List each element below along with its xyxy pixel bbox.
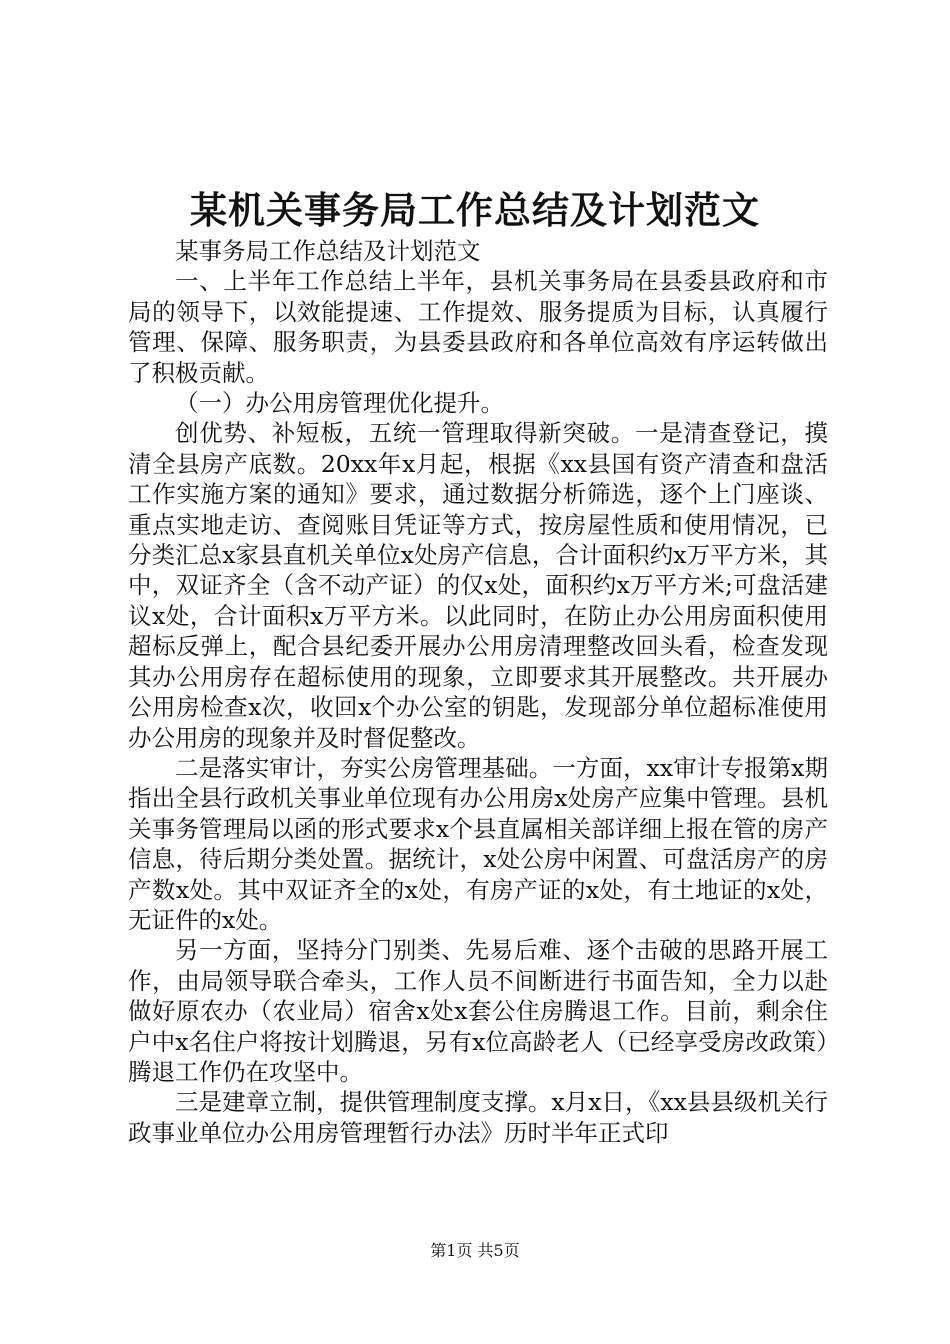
document-title: 某机关事务局工作总结及计划范文 (190, 188, 760, 232)
paragraph-registration: 创优势、补短板，五统一管理取得新突破。一是清查登记，摸清全县房产底数。20xx年x月起，根据《xx县国有资产清查和盘活工作实施方案的通知》要求，通过数据分析筛选，逐个上门座谈、重点实地走访、查阅账目凭证等方式，按房屋性质和使用情况，已分类汇总x家县直机关单位x处房产信息，合计面积约x万平方米，其中，双证齐全（含不动产证）的仅x处，面积约x万平方米;可盘活建议x处，合计面积x万平方米。以此同时，在防止办公用房面积使用超标反弹上，配合县纪委开展办公用房清理整改回头看，检查发现其办公用房存在超标使用的现象，立即要求其开展整改。共开展办公用房检查x次，收回x个办公室的钥匙，发现部分单位超标准使用办公用房的现象并及时督促整改。 (128, 419, 828, 752)
document-body (128, 236, 828, 1148)
page-number-footer: 第1页 共5页 (430, 1241, 520, 1260)
paragraph-audit: 二是落实审计，夯实公房管理基础。一方面，xx审计专报第x期指出全县行政机关事业单位现有办公用房x处房产应集中管理。县机关事务管理局以函的形式要求x个县直属相关部详细上报在管的房产信息，待后期分类处置。据统计，x处公房中闲置、可盘活房产的房产数x处。其中双证齐全的x处，有房产证的x处，有土地证的x处，无证件的x处。 (128, 753, 828, 934)
paragraph-regulations: 三是建章立制，提供管理制度支撑。x月x日，《xx县县级机关行政事业单位办公用房管理暂行办法》历时半年正式印 (128, 1088, 828, 1147)
paragraph-housing-vacate: 另一方面，坚持分门别类、先易后难、逐个击破的思路开展工作，由局领导联合牵头，工作人员不间断进行书面告知，全力以赴做好原农办（农业局）宿舍x处x套公住房腾退工作。目前，剩余住户中x名住户将按计划腾退，另有x位高龄老人（已经享受房改政策）腾退工作仍在攻坚中。 (128, 936, 828, 1086)
paragraph-subtitle: 某事务局工作总结及计划范文 (175, 237, 481, 265)
paragraph-summary-intro: 一、上半年工作总结上半年，县机关事务局在县委县政府和市局的领导下，以效能提速、工作提效、服务提质为目标，认真履行管理、保障、服务职责，为县委县政府和各单位高效有序运转做出了积极贡献。 (128, 267, 828, 387)
paragraph-section-heading: （一）办公用房管理优化提升。 (175, 389, 504, 418)
